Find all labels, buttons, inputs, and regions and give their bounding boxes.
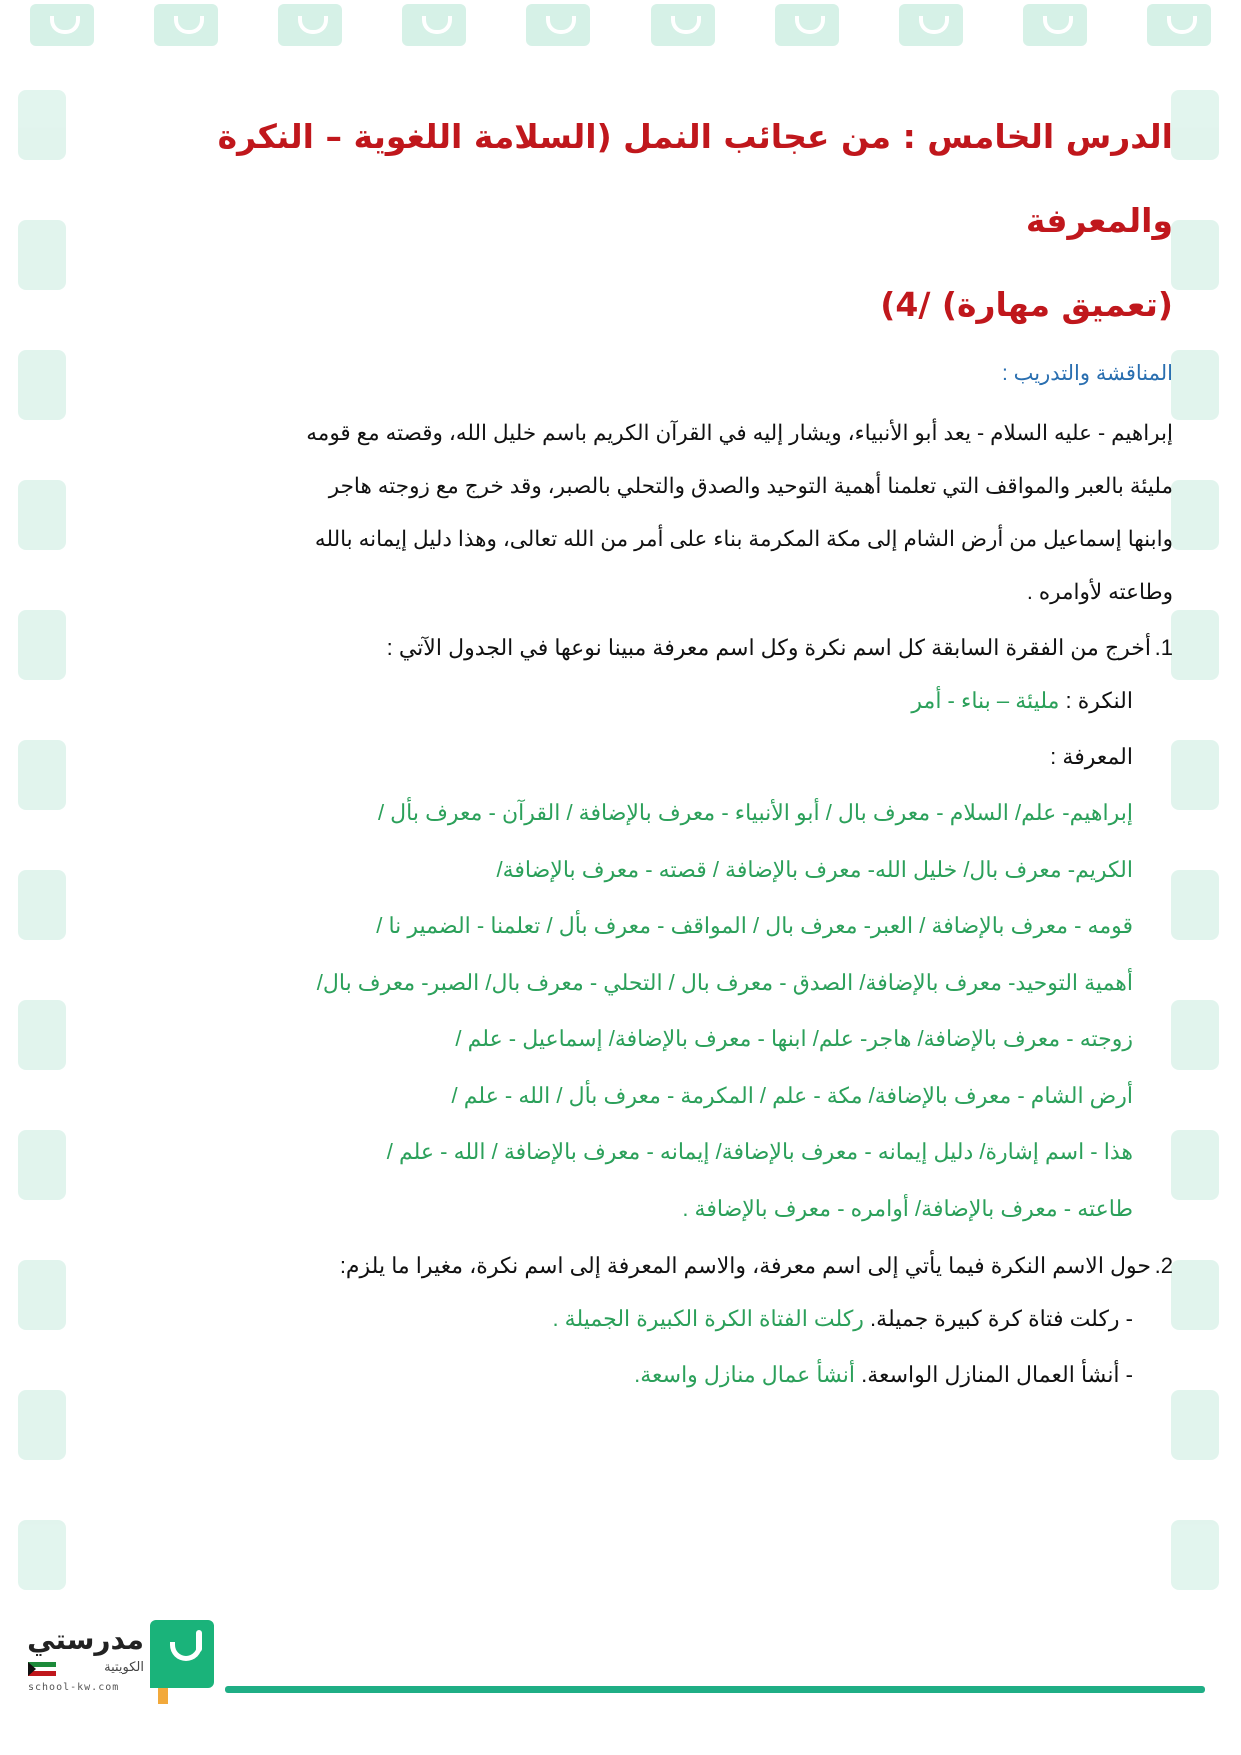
watermark-logo-icon xyxy=(402,4,466,46)
watermark-logo-icon xyxy=(18,350,66,420)
watermark-logo-icon xyxy=(1171,1260,1219,1330)
kuwait-flag-icon xyxy=(28,1662,56,1676)
question-text: حول الاسم النكرة فيما يأتي إلى اسم معرفة، والاسم المعرفة إلى اسم نكرة، مغيرا ما يلزم: xyxy=(339,1253,1151,1278)
brand-logo-icon xyxy=(150,1620,214,1688)
answer-line: أرض الشام - معرف بالإضافة/ مكة - علم / المكرمة - معرف بأل / الله - علم / xyxy=(451,1082,1133,1108)
watermark-logo-icon xyxy=(775,4,839,46)
answer-line: أهمية التوحيد- معرف بالإضافة/ الصدق - معرف بال / التحلي - معرف بال/ الصبر- معرف بال/ xyxy=(316,969,1133,995)
lesson-content xyxy=(105,95,1173,1403)
answer-line: قومه - معرف بالإضافة / العبر- معرف بال / المواقف - معرف بأل / تعلمنا - الضمير نا / xyxy=(376,913,1133,938)
passage xyxy=(105,407,1173,619)
section-subheading: المناقشة والتدريب : xyxy=(1002,362,1173,385)
watermark-logo-icon xyxy=(1171,480,1219,550)
watermark-logo-icon xyxy=(1171,1000,1219,1070)
watermark-logo-icon xyxy=(154,4,218,46)
marifa-label: المعرفة : xyxy=(1050,744,1133,769)
exercise-item xyxy=(105,1347,1133,1403)
watermark-logo-icon xyxy=(651,4,715,46)
passage-line: وابنها إسماعيل من أرض الشام إلى مكة المكرمة بناء على أمر من الله تعالى، وهذا دليل إيمانه بالله xyxy=(314,527,1173,551)
answer-line: الكريم- معرف بال/ خليل الله- معرف بالإضافة / قصته - معرف بالإضافة/ xyxy=(496,856,1133,882)
exercise-prompt: - أنشأ العمال المنازل الواسعة. xyxy=(854,1362,1133,1387)
question-number: 2. xyxy=(1154,1253,1173,1278)
passage-line: إبراهيم - عليه السلام - يعد أبو الأنبياء، ويشار إليه في القرآن الكريم باسم خليل الله، وقصته مع قومه xyxy=(306,421,1173,445)
watermark-logo-icon xyxy=(18,1130,66,1200)
watermark-column-left xyxy=(18,90,70,1590)
logo-pencil-icon xyxy=(158,1688,168,1704)
watermark-logo-icon xyxy=(1171,610,1219,680)
watermark-logo-icon xyxy=(1171,1130,1219,1200)
watermark-logo-icon xyxy=(18,1260,66,1330)
watermark-logo-icon xyxy=(1171,740,1219,810)
exercise-answer: أنشأ عمال منازل واسعة. xyxy=(634,1362,855,1387)
brand-url: school-kw.com xyxy=(28,1682,120,1693)
lesson-title-line1: الدرس الخامس : من عجائب النمل (السلامة اللغوية – النكرة والمعرفة xyxy=(217,117,1173,240)
answer-line: إبراهيم- علم/ السلام - معرف بال / أبو الأنبياء - معرف بالإضافة / القرآن - معرف بأل / xyxy=(377,800,1133,825)
exercise-answer: ركلت الفتاة الكرة الكبيرة الجميلة . xyxy=(552,1306,864,1331)
watermark-logo-icon xyxy=(1171,350,1219,420)
question-number: 1. xyxy=(1154,635,1173,660)
watermark-logo-icon xyxy=(1171,1520,1219,1590)
watermark-column-right xyxy=(1171,90,1223,1590)
watermark-logo-icon xyxy=(30,4,94,46)
passage-line: مليئة بالعبر والمواقف التي تعلمنا أهمية التوحيد والصدق والتحلي بالصبر، وقد خرج مع زوجته هاجر xyxy=(328,474,1173,498)
watermark-logo-icon xyxy=(278,4,342,46)
nakira-row xyxy=(105,673,1133,729)
watermark-logo-icon xyxy=(526,4,590,46)
watermark-logo-icon xyxy=(1023,4,1087,46)
watermark-logo-icon xyxy=(18,220,66,290)
watermark-logo-icon xyxy=(18,610,66,680)
watermark-logo-icon xyxy=(18,1000,66,1070)
watermark-logo-icon xyxy=(18,480,66,550)
brand-name: مدرستي xyxy=(27,1623,144,1656)
answer-line: طاعته - معرف بالإضافة/ أوامره - معرف بالإضافة . xyxy=(682,1195,1133,1221)
nakira-label: النكرة : xyxy=(1059,688,1133,713)
nakira-answer: مليئة – بناء - أمر xyxy=(911,688,1060,713)
watermark-logo-icon xyxy=(18,90,66,160)
exercise-prompt: - ركلت فتاة كرة كبيرة جميلة. xyxy=(863,1306,1133,1331)
question-1 xyxy=(105,623,1173,673)
watermark-logo-icon xyxy=(1171,870,1219,940)
lesson-title-line2: (تعميق مهارة) /4) xyxy=(880,285,1173,324)
watermark-logo-icon xyxy=(1171,220,1219,290)
marifa-answers xyxy=(105,785,1173,1237)
watermark-logo-icon xyxy=(899,4,963,46)
watermark-logo-icon xyxy=(18,870,66,940)
watermark-logo-icon xyxy=(1171,1390,1219,1460)
answer-line: هذا - اسم إشارة/ دليل إيمانه - معرف بالإضافة/ إيمانه - معرف بالإضافة / الله - علم / xyxy=(386,1139,1133,1164)
watermark-logo-icon xyxy=(1171,90,1219,160)
passage-line: وطاعته لأوامره . xyxy=(1026,580,1173,604)
watermark-strip xyxy=(0,0,1241,50)
question-text: أخرج من الفقرة السابقة كل اسم نكرة وكل اسم معرفة مبينا نوعها في الجدول الآتي : xyxy=(386,635,1151,660)
answer-line: زوجته - معرف بالإضافة/ هاجر- علم/ ابنها - معرف بالإضافة/ إسماعيل - علم / xyxy=(455,1026,1133,1051)
exercise-item xyxy=(105,1291,1133,1347)
footer-divider xyxy=(225,1686,1205,1693)
watermark-logo-icon xyxy=(18,740,66,810)
watermark-logo-icon xyxy=(1147,4,1211,46)
watermark-logo-icon xyxy=(18,1520,66,1590)
question-2 xyxy=(105,1241,1173,1291)
watermark-logo-icon xyxy=(18,1390,66,1460)
brand-subtitle: الكويتية xyxy=(104,1660,144,1675)
